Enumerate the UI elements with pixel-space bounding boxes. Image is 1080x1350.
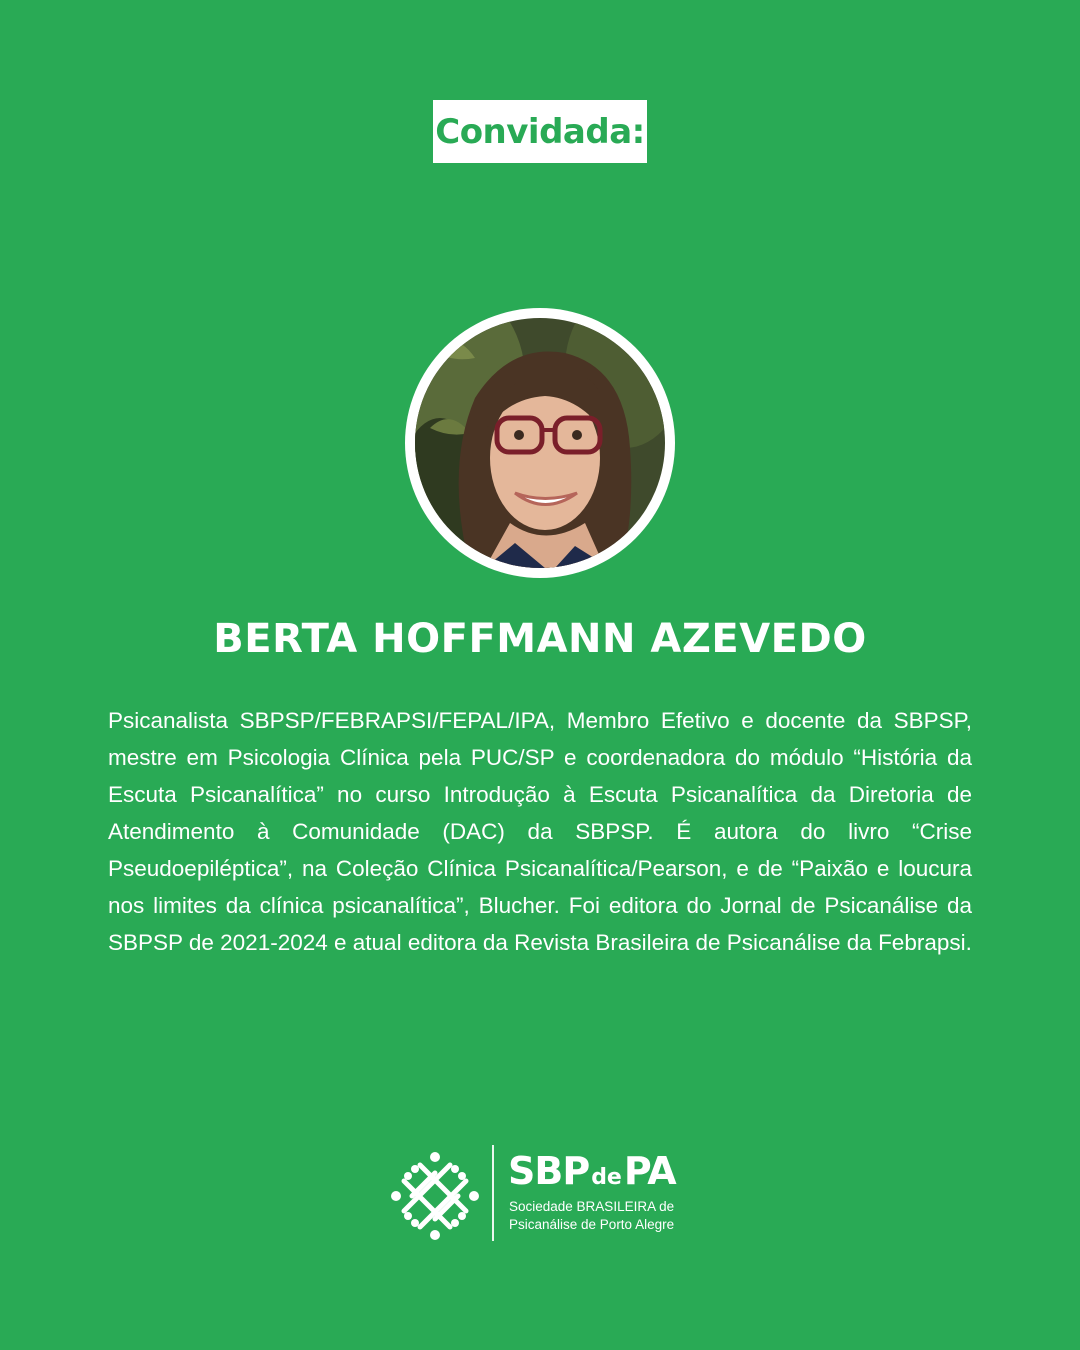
organization-logo bbox=[390, 1145, 710, 1245]
logo-title bbox=[508, 1149, 676, 1201]
logo-subtitle-line1: Sociedade BRASILEIRA de bbox=[509, 1199, 675, 1214]
speaker-name: BERTA HOFFMANN AZEVEDO bbox=[213, 616, 867, 662]
lattice-knot-icon bbox=[390, 1151, 480, 1241]
guest-label-box bbox=[433, 100, 647, 163]
logo-title-de: de bbox=[591, 1165, 622, 1190]
logo-divider bbox=[492, 1145, 494, 1241]
logo-title-pa: PA bbox=[623, 1149, 676, 1193]
speaker-bio: Psicanalista SBPSP/FEBRAPSI/FEPAL/IPA, Membro Efetivo e docente da SBPSP, mestre em Psicologia Clínica pela PUC/SP e coordenadora do módulo “História da Escuta Psicanalítica” no curso Introdução à Escuta Psicanalítica da Diretoria de Atendimento à Comunidade (DAC) da SBPSP. É autora do livro “Crise Pseudoepiléptica”, na Coleção Clínica Psicanalítica/Pearson, e de “Paixão e loucura nos limites da clínica psicanalítica”, Blucher. Foi editora do Jornal de Psicanálise da SBPSP de 2021-2024 e atual editora da Revista Brasileira de Psicanálise da Febrapsi. bbox=[108, 708, 972, 955]
logo-title-sbp: SBP bbox=[508, 1149, 590, 1193]
guest-label: Convidada: bbox=[435, 111, 645, 152]
speaker-photo bbox=[415, 318, 665, 568]
speaker-photo-frame bbox=[405, 308, 675, 578]
logo-subtitle-line2: Psicanálise de Porto Alegre bbox=[509, 1217, 675, 1232]
speaker-photo-illustration bbox=[415, 318, 665, 568]
